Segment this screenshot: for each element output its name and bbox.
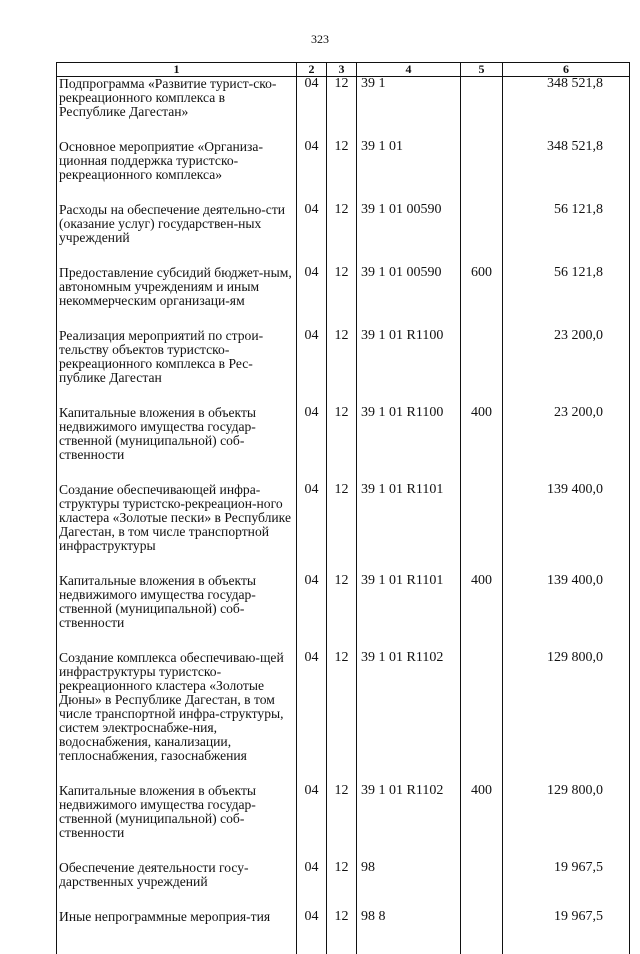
- row-gap: [57, 182, 630, 203]
- row-amount: 56 121,8: [503, 203, 630, 245]
- row-name: Капитальные вложения в объекты недвижимого имущества государ-ственной (муниципальной) соб-ственности: [57, 574, 297, 630]
- gap-cell: [461, 462, 503, 483]
- row-expense-type: [461, 203, 503, 245]
- table-row: [57, 910, 630, 924]
- table-row: [57, 651, 630, 763]
- gap-cell: [461, 889, 503, 910]
- row-expense-type: [461, 861, 503, 889]
- row-gap: [57, 553, 630, 574]
- row-name: Обеспечение деятельности госу-дарственных учреждений: [57, 861, 297, 889]
- row-subsection-code: 12: [327, 574, 357, 630]
- row-name: Реализация мероприятий по строи-тельству объектов туристско-рекреационного комплекса в Рес-публике Дагестан: [57, 329, 297, 385]
- row-expense-type: [461, 910, 503, 924]
- gap-cell: [327, 119, 357, 140]
- gap-cell: [327, 553, 357, 574]
- row-subsection-code: 12: [327, 483, 357, 553]
- gap-cell: [57, 245, 297, 266]
- gap-cell: [357, 182, 461, 203]
- row-subsection-code: 12: [327, 651, 357, 763]
- gap-cell: [357, 763, 461, 784]
- gap-cell: [503, 889, 630, 910]
- gap-cell: [461, 245, 503, 266]
- table-row: [57, 203, 630, 245]
- row-name: Подпрограмма «Развитие турист-ско-рекреационного комплекса в Республике Дагестан»: [57, 77, 297, 120]
- gap-cell: [503, 308, 630, 329]
- gap-cell: [57, 182, 297, 203]
- row-gap: [57, 630, 630, 651]
- table-row: [57, 861, 630, 889]
- gap-cell: [503, 385, 630, 406]
- column-header: 1: [57, 63, 297, 77]
- gap-cell: [297, 763, 327, 784]
- gap-cell: [503, 462, 630, 483]
- table-row: [57, 406, 630, 462]
- row-amount: 19 967,5: [503, 910, 630, 924]
- row-amount: 129 800,0: [503, 651, 630, 763]
- row-amount: 19 967,5: [503, 861, 630, 889]
- row-amount: 348 521,8: [503, 140, 630, 182]
- row-gap: [57, 308, 630, 329]
- table-row: [57, 329, 630, 385]
- row-target-code: 39 1 01: [357, 140, 461, 182]
- gap-cell: [327, 308, 357, 329]
- row-expense-type: 600: [461, 266, 503, 308]
- row-gap: [57, 245, 630, 266]
- gap-cell: [297, 462, 327, 483]
- gap-cell: [57, 553, 297, 574]
- table-row: [57, 483, 630, 553]
- row-name: Расходы на обеспечение деятельно-сти (оказание услуг) государствен-ных учреждений: [57, 203, 297, 245]
- gap-cell: [461, 553, 503, 574]
- gap-cell: [57, 889, 297, 910]
- budget-table: [56, 62, 630, 954]
- gap-cell: [327, 385, 357, 406]
- gap-cell: [503, 630, 630, 651]
- gap-cell: [297, 840, 327, 861]
- row-subsection-code: 12: [327, 77, 357, 120]
- gap-cell: [297, 924, 327, 954]
- gap-cell: [357, 245, 461, 266]
- row-amount: 139 400,0: [503, 574, 630, 630]
- row-expense-type: [461, 483, 503, 553]
- row-name: Капитальные вложения в объекты недвижимого имущества государ-ственной (муниципальной) соб-ственности: [57, 406, 297, 462]
- header-row: [57, 63, 630, 77]
- table-row: [57, 77, 630, 120]
- row-name: Создание комплекса обеспечиваю-щей инфраструктуры туристско-рекреационного кластера «Золотые Дюны» в Республике Дагестан, в том числе транспортной инфра-структуры, систем электроснабже-ния, водоснабжения, канализации, теплоснабжения, газоснабжения: [57, 651, 297, 763]
- table-row: [57, 140, 630, 182]
- gap-cell: [461, 630, 503, 651]
- gap-cell: [327, 924, 357, 954]
- gap-cell: [357, 553, 461, 574]
- row-subsection-code: 12: [327, 910, 357, 924]
- gap-cell: [503, 840, 630, 861]
- row-section-code: 04: [297, 406, 327, 462]
- row-section-code: 04: [297, 329, 327, 385]
- gap-cell: [461, 924, 503, 954]
- column-header: 3: [327, 63, 357, 77]
- row-section-code: 04: [297, 861, 327, 889]
- row-section-code: 04: [297, 651, 327, 763]
- row-expense-type: 400: [461, 574, 503, 630]
- gap-cell: [297, 308, 327, 329]
- row-subsection-code: 12: [327, 329, 357, 385]
- row-subsection-code: 12: [327, 861, 357, 889]
- row-target-code: 39 1 01 R1100: [357, 406, 461, 462]
- row-target-code: 39 1: [357, 77, 461, 120]
- gap-cell: [297, 182, 327, 203]
- row-amount: 139 400,0: [503, 483, 630, 553]
- row-gap: [57, 119, 630, 140]
- row-subsection-code: 12: [327, 203, 357, 245]
- row-section-code: 04: [297, 77, 327, 120]
- row-amount: 129 800,0: [503, 784, 630, 840]
- row-name: Основное мероприятие «Организа-ционная поддержка туристско-рекреационного комплекса»: [57, 140, 297, 182]
- row-name: Создание обеспечивающей инфра-структуры туристско-рекреацион-ного кластера «Золотые пески» в Республике Дагестан, в том числе транспортной инфраструктуры: [57, 483, 297, 553]
- gap-cell: [503, 119, 630, 140]
- gap-cell: [327, 245, 357, 266]
- gap-cell: [327, 182, 357, 203]
- row-name: Иные непрограммные мероприя-тия: [57, 910, 297, 924]
- table-body: [57, 77, 630, 954]
- row-subsection-code: 12: [327, 140, 357, 182]
- gap-cell: [57, 630, 297, 651]
- column-header: 4: [357, 63, 461, 77]
- row-expense-type: [461, 140, 503, 182]
- gap-cell: [357, 630, 461, 651]
- row-amount: 23 200,0: [503, 329, 630, 385]
- row-gap: [57, 763, 630, 784]
- row-expense-type: 400: [461, 406, 503, 462]
- page-number: 323: [0, 32, 640, 47]
- row-amount: 56 121,8: [503, 266, 630, 308]
- gap-cell: [327, 889, 357, 910]
- gap-cell: [503, 553, 630, 574]
- row-section-code: 04: [297, 910, 327, 924]
- row-target-code: 39 1 01 00590: [357, 266, 461, 308]
- column-header: 6: [503, 63, 630, 77]
- gap-cell: [297, 385, 327, 406]
- row-target-code: 98: [357, 861, 461, 889]
- gap-cell: [357, 889, 461, 910]
- gap-cell: [461, 840, 503, 861]
- table-row: [57, 574, 630, 630]
- row-target-code: 39 1 01 R1101: [357, 574, 461, 630]
- row-target-code: 98 8: [357, 910, 461, 924]
- gap-cell: [461, 763, 503, 784]
- gap-cell: [57, 840, 297, 861]
- gap-cell: [357, 119, 461, 140]
- row-gap: [57, 889, 630, 910]
- gap-cell: [327, 763, 357, 784]
- table-row: [57, 266, 630, 308]
- row-subsection-code: 12: [327, 266, 357, 308]
- row-target-code: 39 1 01 R1102: [357, 784, 461, 840]
- row-expense-type: 400: [461, 784, 503, 840]
- gap-cell: [357, 385, 461, 406]
- row-target-code: 39 1 01 R1101: [357, 483, 461, 553]
- gap-cell: [297, 119, 327, 140]
- gap-cell: [57, 924, 297, 954]
- row-section-code: 04: [297, 574, 327, 630]
- row-amount: 348 521,8: [503, 77, 630, 120]
- gap-cell: [327, 462, 357, 483]
- row-expense-type: [461, 329, 503, 385]
- row-subsection-code: 12: [327, 784, 357, 840]
- row-section-code: 04: [297, 203, 327, 245]
- row-gap: [57, 924, 630, 954]
- row-gap: [57, 840, 630, 861]
- gap-cell: [297, 630, 327, 651]
- gap-cell: [297, 553, 327, 574]
- gap-cell: [357, 308, 461, 329]
- gap-cell: [503, 182, 630, 203]
- gap-cell: [57, 462, 297, 483]
- gap-cell: [57, 385, 297, 406]
- gap-cell: [461, 182, 503, 203]
- row-expense-type: [461, 77, 503, 120]
- row-name: Капитальные вложения в объекты недвижимого имущества государ-ственной (муниципальной) соб-ственности: [57, 784, 297, 840]
- gap-cell: [461, 385, 503, 406]
- row-name: Предоставление субсидий бюджет-ным, автономным учреждениям и иным некоммерческим организаци-ям: [57, 266, 297, 308]
- row-gap: [57, 462, 630, 483]
- column-header: 2: [297, 63, 327, 77]
- gap-cell: [357, 462, 461, 483]
- row-target-code: 39 1 01 R1100: [357, 329, 461, 385]
- gap-cell: [57, 308, 297, 329]
- gap-cell: [297, 889, 327, 910]
- gap-cell: [357, 840, 461, 861]
- row-section-code: 04: [297, 784, 327, 840]
- gap-cell: [503, 245, 630, 266]
- row-section-code: 04: [297, 140, 327, 182]
- row-target-code: 39 1 01 00590: [357, 203, 461, 245]
- gap-cell: [57, 119, 297, 140]
- gap-cell: [57, 763, 297, 784]
- gap-cell: [327, 840, 357, 861]
- gap-cell: [503, 924, 630, 954]
- column-header: 5: [461, 63, 503, 77]
- row-section-code: 04: [297, 266, 327, 308]
- row-target-code: 39 1 01 R1102: [357, 651, 461, 763]
- gap-cell: [357, 924, 461, 954]
- row-subsection-code: 12: [327, 406, 357, 462]
- gap-cell: [503, 763, 630, 784]
- gap-cell: [297, 245, 327, 266]
- row-amount: 23 200,0: [503, 406, 630, 462]
- row-expense-type: [461, 651, 503, 763]
- gap-cell: [327, 630, 357, 651]
- table-row: [57, 784, 630, 840]
- gap-cell: [461, 308, 503, 329]
- row-gap: [57, 385, 630, 406]
- row-section-code: 04: [297, 483, 327, 553]
- gap-cell: [461, 119, 503, 140]
